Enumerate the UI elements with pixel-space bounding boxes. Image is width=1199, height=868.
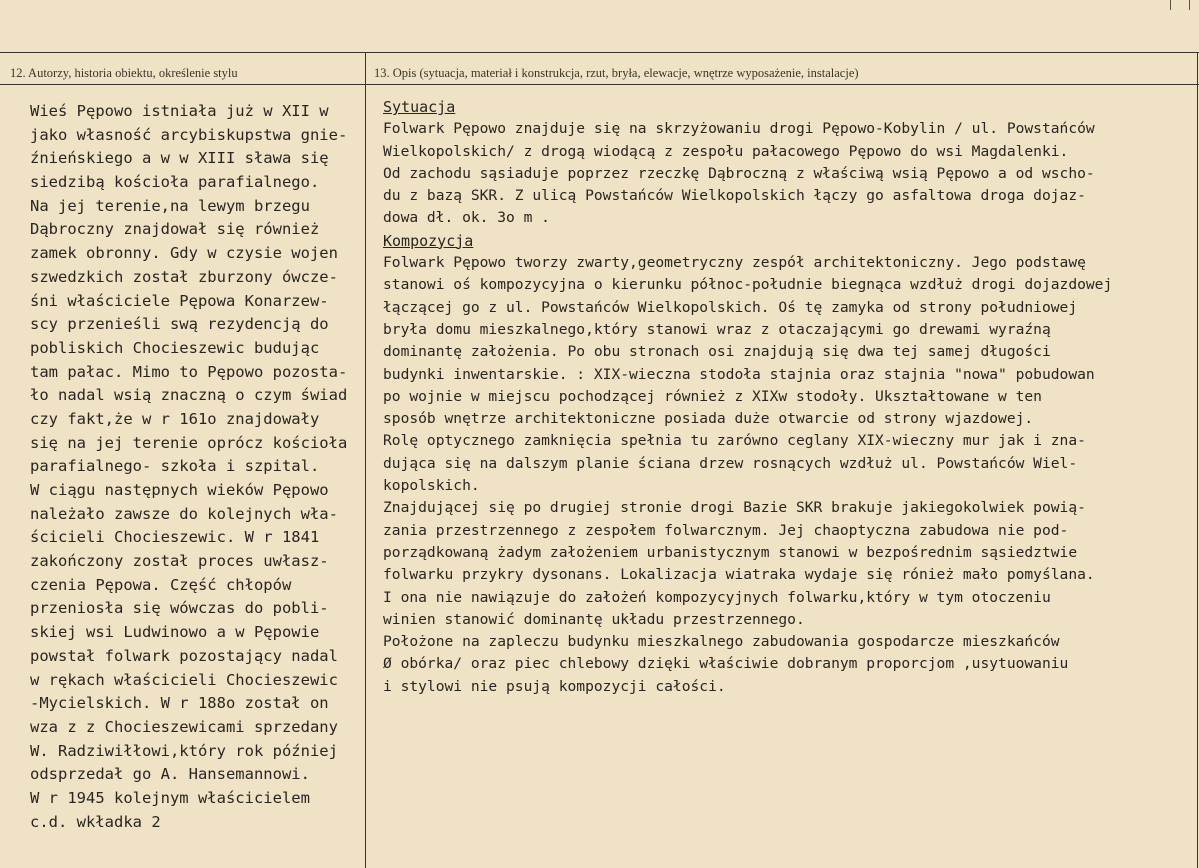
- description-line: łączącej go z ul. Powstańców Wielkopolskich. Oś tę zamyka od strony południowej: [383, 298, 1078, 316]
- history-line: źnieńskiego a w w XIII sława się: [30, 149, 329, 168]
- history-line: się na jej terenie oprócz kościoła: [30, 433, 348, 452]
- description-line: kopolskich.: [383, 477, 480, 495]
- description-line: Położone na zapleczu budynku mieszkalnego zabudowania gospodarcze mieszkańców: [383, 633, 1060, 651]
- description-line: Od zachodu sąsiaduje poprzez rzeczkę Dąbroczną z właściwą wsią Pępowo a od wscho-: [383, 164, 1095, 182]
- history-line: przeniosła się wówczas do pobli-: [30, 599, 329, 618]
- history-line: ło nadal wsią znaczną o czym świad: [30, 386, 348, 405]
- history-line: jako własność arcybiskupstwa gnie-: [30, 125, 348, 144]
- description-line: Folwark Pępowo znajduje się na skrzyżowaniu drogi Pępowo-Kobylin / ul. Powstańców: [383, 120, 1095, 138]
- description-text: [383, 96, 1195, 698]
- history-text: [30, 100, 360, 834]
- form-header-rule: [0, 84, 1199, 85]
- history-line: scy przenieśli swą rezydencją do: [30, 315, 329, 334]
- description-line: Znajdującej się po drugiej stronie drogi Bazie SKR brakuje jakiegokolwiek powią-: [383, 499, 1086, 517]
- description-line: dująca się na dalszym planie ściana drzew rosnących wzdłuż ul. Powstańców Wiel-: [383, 454, 1078, 472]
- history-line: szwedzkich został zburzony ówcze-: [30, 267, 338, 286]
- description-line: dominantę założenia. Po obu stronach osi znajdują się dwa tej samej długości: [383, 343, 1051, 361]
- description-line: Wielkopolskich/ z drogą wiodącą z zespołu pałacowego Pępowo do wsi Magdalenki.: [383, 142, 1069, 160]
- description-line: i stylowi nie psują kompozycji całości.: [383, 677, 726, 695]
- history-line: zakończony został proces uwłasz-: [30, 552, 329, 571]
- description-line: sposób wnętrze architektoniczne posiada duże otwarcie od strony wjazdowej.: [383, 410, 1034, 428]
- corner-mark: [1170, 0, 1190, 10]
- history-line: należało zawsze do kolejnych wła-: [30, 504, 338, 523]
- history-line: siedzibą kościoła parafialnego.: [30, 173, 320, 192]
- field-12-header: 12. Autorzy, historia obiektu, określenie stylu: [10, 66, 238, 80]
- history-line: odsprzedał go A. Hansemannowi.: [30, 765, 310, 784]
- history-line: wza z z Chocieszewicami sprzedany: [30, 717, 338, 736]
- right-border: [1197, 52, 1198, 868]
- description-line: folwarku przykry dysonans. Lokalizacja wiatraka wydaje się rónież mało pomyślana.: [383, 566, 1095, 584]
- form-top-rule: [0, 52, 1199, 53]
- description-line: bryła domu mieszkalnego,który stanowi wraz z otaczającymi go drewami wyraźną: [383, 320, 1051, 338]
- history-line: W ciągu następnych wieków Pępowo: [30, 481, 329, 499]
- history-line: Na jej terenie,na lewym brzegu: [30, 196, 310, 215]
- history-line: parafialnego- szkoła i szpital.: [30, 457, 320, 476]
- history-line: w rękach właścicieli Chocieszewic: [30, 670, 338, 689]
- history-line: czy fakt,że w r 161o znajdowały: [30, 409, 320, 428]
- description-line: porządkowaną żadym założeniem urbanistycznym stanowi w bezpośrednim sąsiedztwie: [383, 543, 1078, 561]
- description-line: du z bazą SKR. Z ulicą Powstańców Wielkopolskich łączy go asfaltowa droga dojaz-: [383, 187, 1086, 205]
- description-line: Rolę optycznego zamknięcia spełnia tu zarówno ceglany XIX-wieczny mur jak i zna-: [383, 432, 1086, 450]
- description-line: zania przestrzennego z zespołem folwarcznym. Jej chaoptyczna zabudowa nie pod-: [383, 521, 1069, 539]
- history-line: czenia Pępowa. Część chłopów: [30, 575, 292, 594]
- description-line: Folwark Pępowo tworzy zwarty,geometryczny zespół architektoniczny. Jego podstawę: [383, 254, 1086, 272]
- description-line: dowa dł. ok. 3o m .: [383, 209, 550, 227]
- history-line: zamek obronny. Gdy w czysie wojen: [30, 244, 338, 263]
- description-line: I ona nie nawiązuje do założeń kompozycyjnych folwarku,który w tym otoczeniu: [383, 588, 1051, 606]
- column-divider: [365, 52, 366, 868]
- section-heading-sytuacja: Sytuacja: [383, 98, 456, 116]
- description-line: stanowi oś kompozycyjna o kierunku północ-południe biegnąca wzdłuż drogi dojazdowej: [383, 276, 1113, 294]
- history-line: -Mycielskich. W r 188o został on: [30, 694, 329, 713]
- history-line: c.d. wkładka 2: [30, 812, 161, 831]
- description-line: po wojnie w miejscu pochodzącej również z XIXw stodoły. Ukształtowane w ten: [383, 387, 1042, 405]
- field-13-header: 13. Opis (sytuacja, materiał i konstrukcja, rzut, bryła, elewacje, wnętrze wyposażenie, instalacje): [374, 66, 859, 80]
- history-line: Wieś Pępowo istniała już w XII w: [30, 102, 329, 120]
- history-line: powstał folwark pozostający nadal: [30, 646, 338, 665]
- history-line: W. Radziwiłłowi,który rok później: [30, 741, 338, 760]
- history-line: tam pałac. Mimo to Pępowo pozosta-: [30, 362, 348, 381]
- description-line: winien stanowić dominantę układu przestrzennego.: [383, 610, 805, 628]
- history-line: śni właściciele Pępowa Konarzew-: [30, 291, 329, 310]
- history-line: Dąbroczny znajdował się również: [30, 220, 320, 239]
- description-line: budynki inwentarskie. : XIX-wieczna stodoła stajnia oraz stajnia "nowa" pobudowan: [383, 365, 1095, 383]
- history-line: pobliskich Chocieszewic budując: [30, 338, 320, 357]
- description-line: Ø obórka/ oraz piec chlebowy dzięki właściwie dobranym proporcjom ,usytuowaniu: [383, 655, 1069, 673]
- section-heading-kompozycja: Kompozycja: [383, 231, 474, 250]
- history-line: W r 1945 kolejnym właścicielem: [30, 788, 310, 807]
- history-line: ścicieli Chocieszewic. W r 1841: [30, 528, 320, 547]
- history-line: skiej wsi Ludwinowo a w Pępowie: [30, 623, 320, 642]
